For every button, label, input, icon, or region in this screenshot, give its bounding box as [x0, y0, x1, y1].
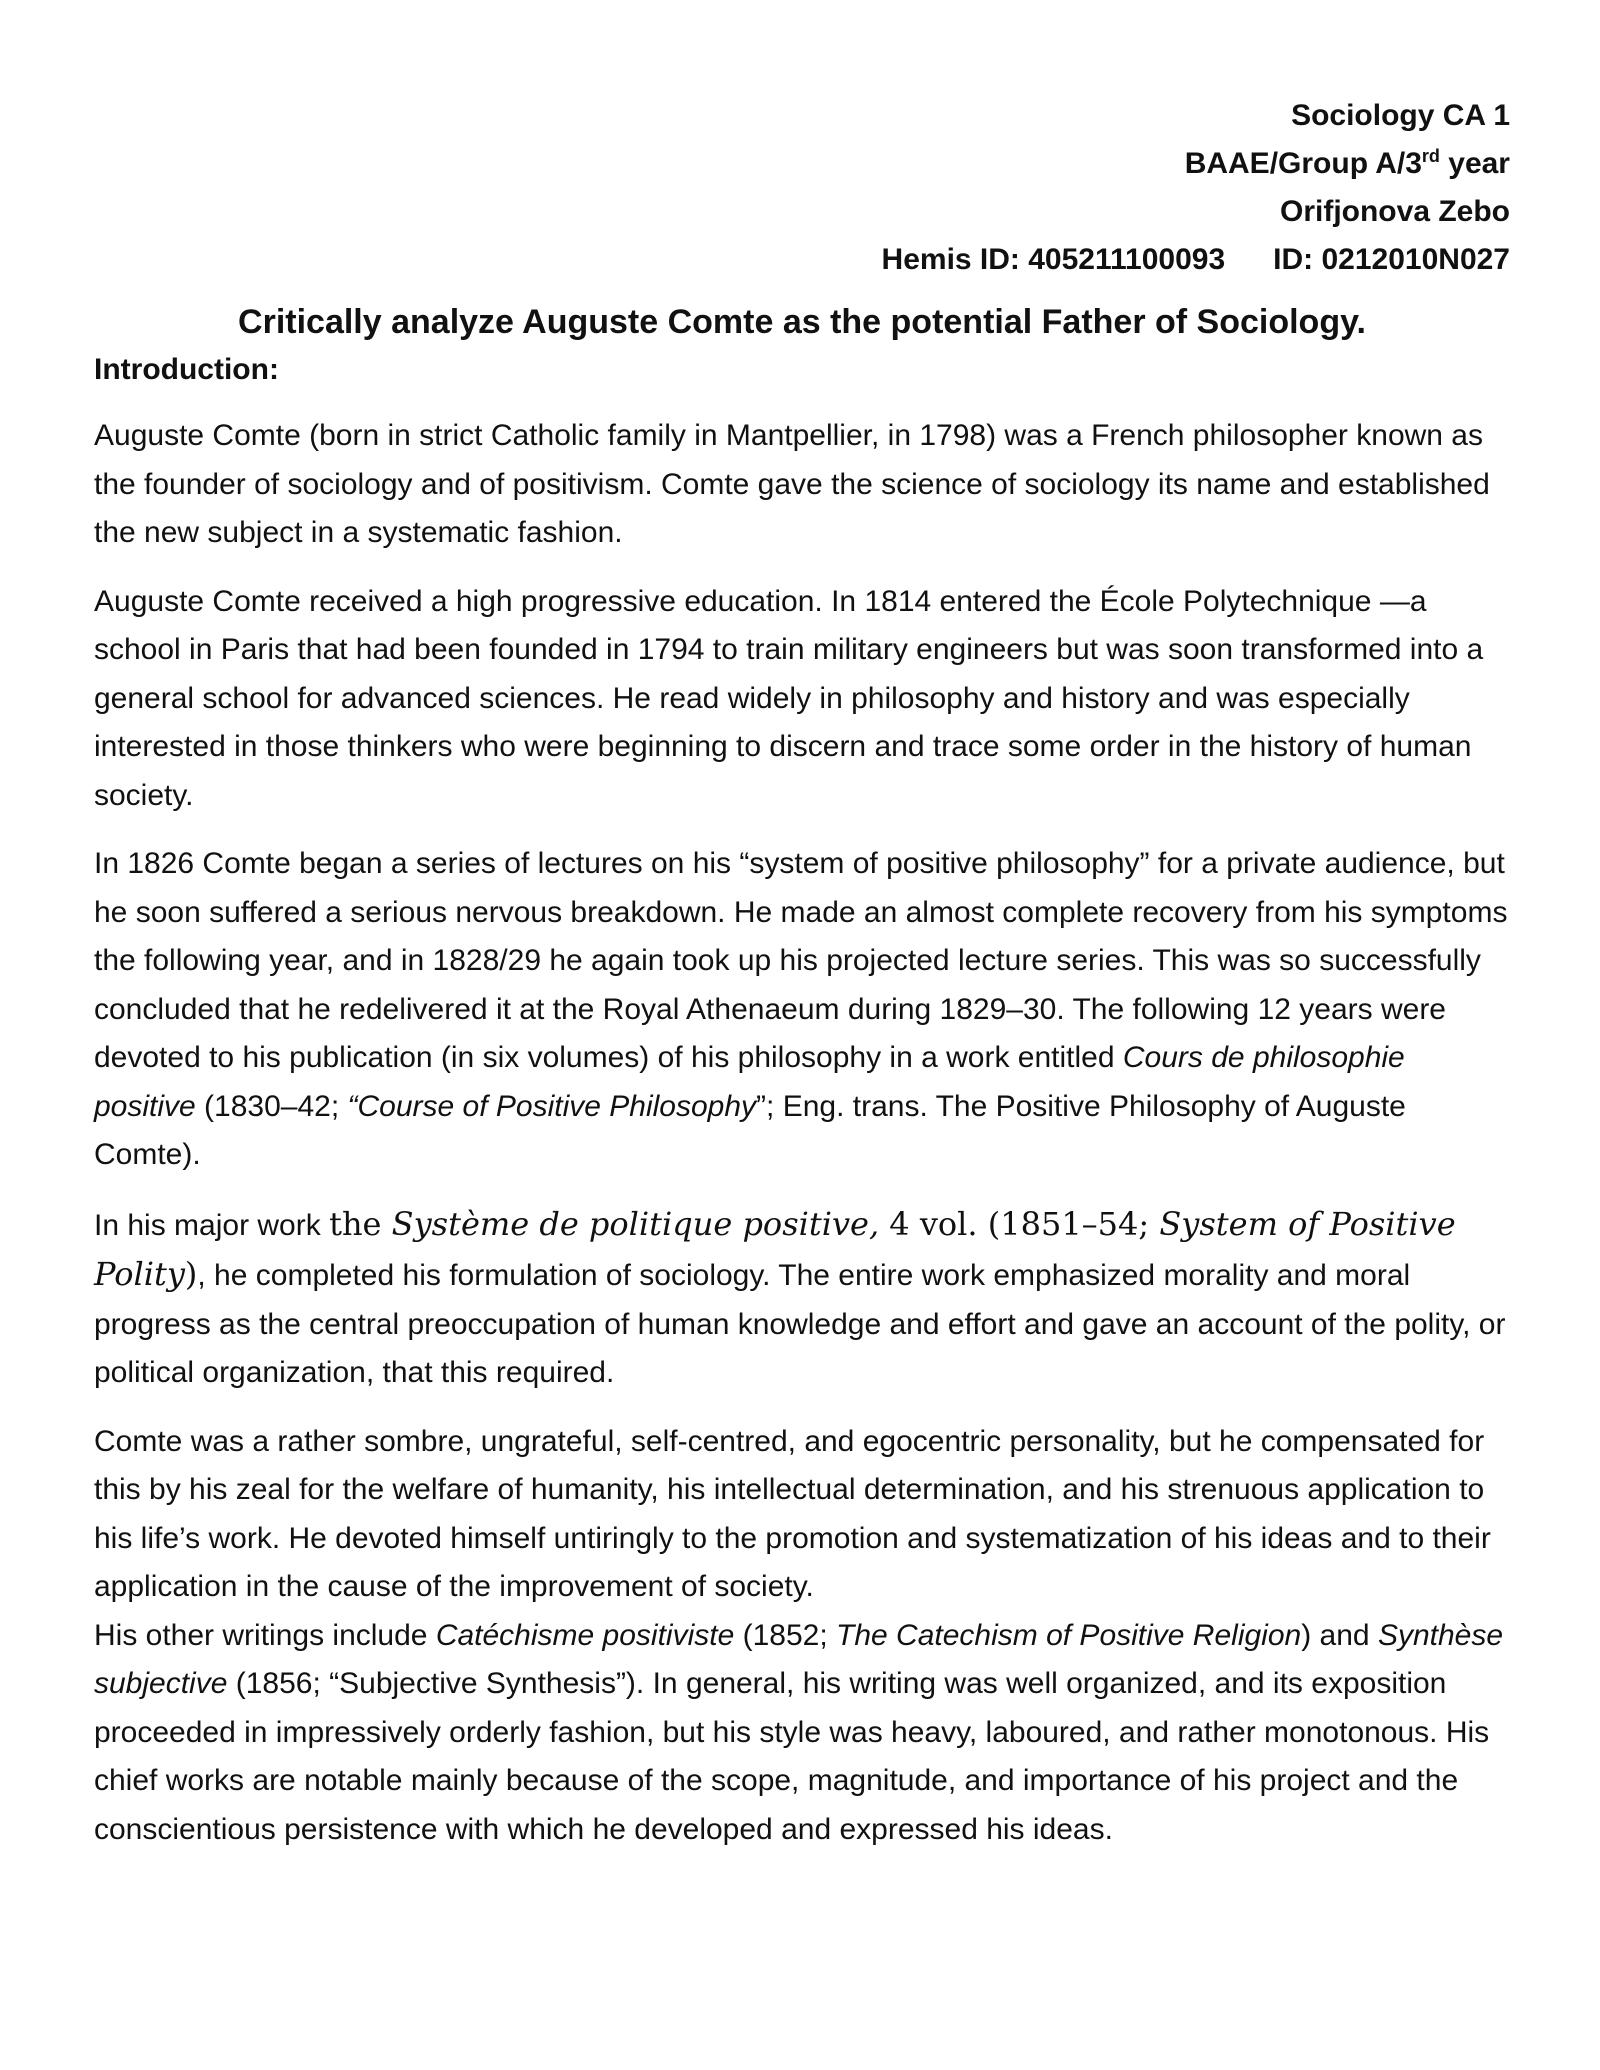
id-line	[94, 236, 1510, 284]
paragraph-1: Auguste Comte (born in strict Catholic family in Mantpellier, in 1798) was a French philosopher known as the founder of sociology and of positivism. Comte gave the science of sociology its name and established the new subject in a systematic fashion.	[94, 419, 1490, 549]
course-title: Sociology CA 1	[1291, 99, 1510, 132]
student-name-line	[94, 188, 1510, 236]
paragraph-3: In 1826 Comte began a series of lectures on his “system of positive philosophy” for a private audience, but he soon suffered a serious nervous breakdown. He made an almost complete recovery from his symptoms the following year, and in 1828/29 he again took up his projected lecture series. This was so successfully concluded that he redelivered it at the Royal Athenaeum during 1829–30. The following 12 years were devoted to his publication (in six volumes) of his philosophy in a work entitled Cours de philosophie positive (1830–42; “Course of Positive Philosophy”; Eng. trans. The Positive Philosophy of Auguste Comte).	[94, 847, 1508, 1171]
course-line	[94, 92, 1510, 140]
document-header	[94, 92, 1510, 284]
document-title: Critically analyze Auguste Comte as the potential Father of Sociology.	[238, 303, 1366, 341]
section-heading-introduction: Introduction:	[94, 353, 279, 386]
group-line: BAAE/Group A/3rd year	[1184, 146, 1510, 180]
paragraph-5: Comte was a rather sombre, ungrateful, self-centred, and egocentric personality, but he compensated for this by his zeal for the welfare of humanity, his intellectual determination, and his strenuous application to his life’s work. He devoted himself untiringly to the promotion and systematization of his ideas and to their application in the cause of the improvement of society.	[94, 1424, 1491, 1603]
document-page	[94, 92, 1510, 1854]
student-id: ID: 0212010N027	[1273, 243, 1510, 276]
paragraph-2: Auguste Comte received a high progressive education. In 1814 entered the École Polytechnique —a school in Paris that had been founded in 1794 to train military engineers but was soon transformed into a general school for advanced sciences. He read widely in philosophy and history and was especially interested in those thinkers who were beginning to discern and trace some order in the history of human society.	[94, 584, 1484, 812]
hemis-id: Hemis ID: 405211100093	[881, 243, 1226, 276]
student-name: Orifjonova Zebo	[1279, 195, 1510, 228]
paragraph-4: In his major work the Système de politique positive, 4 vol. (1851–54; System of Positive Polity), he completed his formulation of sociology. The entire work emphasized morality and moral progress as the central preoccupation of human knowledge and effort and gave an account of the polity, or political organization, that this required.	[94, 1204, 1506, 1389]
paragraph-6: His other writings include Catéchisme positiviste (1852; The Catechism of Positive Religion) and Synthèse subjective (1856; “Subjective Synthesis”). In general, his writing was well organized, and its exposition proceeded in impressively orderly fashion, but his style was heavy, laboured, and rather monotonous. His chief works are notable mainly because of the scope, magnitude, and importance of his project and the conscientious persistence with which he developed and expressed his ideas.	[94, 1618, 1504, 1846]
